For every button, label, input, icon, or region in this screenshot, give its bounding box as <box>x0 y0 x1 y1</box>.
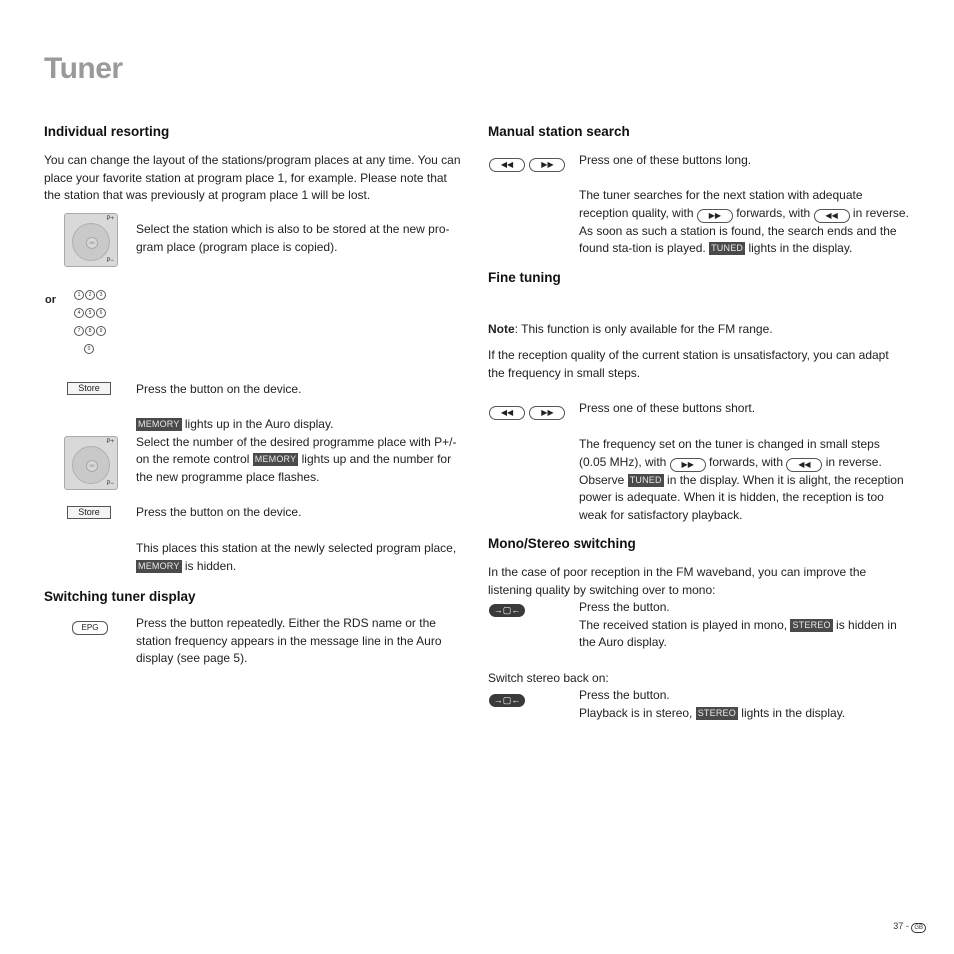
press-short-text: Press one of these buttons short. <box>579 401 756 415</box>
p-minus-icon: P− <box>106 258 114 264</box>
heading-fine-tuning: Fine tuning <box>488 270 561 285</box>
fine-text-2: forwards, with <box>709 454 784 469</box>
flash-text: lights up and the number for the new programme place flashes. <box>136 452 452 484</box>
heading-switching-tuner-display: Switching tuner display <box>44 589 196 604</box>
forward-icon: ▶▶ <box>529 158 565 172</box>
mono-press-text: Press the button. <box>579 600 670 614</box>
press-long-text: Press one of these buttons long. <box>579 153 752 167</box>
switch-stereo-back: Switch stereo back on: <box>488 671 609 685</box>
rewind-icon: ◀◀ <box>814 209 850 223</box>
rewind-icon: ◀◀ <box>489 406 525 420</box>
ok-button-icon: OK <box>86 460 98 472</box>
tuned-badge: TUNED <box>629 474 662 485</box>
rewind-icon: ◀◀ <box>786 458 822 472</box>
p-plus-icon: P+ <box>106 439 114 445</box>
stereo-text-2: lights in the display. <box>741 705 846 720</box>
individual-intro: You can change the layout of the stations/program places at any time. You can place your favorite station at program place 1, for example. Please note that the station that was previously at program place 1 will be lost. <box>44 153 461 202</box>
hidden-text: is hidden. <box>184 558 237 573</box>
step-select-station: Select the station which is also to be stored at the new pro-gram place (program place is copied). <box>136 222 450 254</box>
numpad-icon <box>74 283 110 355</box>
page-number <box>893 921 926 933</box>
stereo-press-text: Press the button. <box>579 688 670 702</box>
mono-text-1: The received station is played in mono, <box>579 617 788 632</box>
manual-text-4: lights in the display. <box>748 241 853 255</box>
mono-stereo-button-icon: →▢← <box>489 604 525 617</box>
mono-text-2: is hidden in the Auro display. <box>579 617 897 649</box>
fine-text-5: in the display. When it is alight, the reception power is adequate. When it is hidden, the reception is too weak for satisfactory playback. <box>579 472 904 522</box>
store-button-icon: Store <box>67 382 111 395</box>
heading-manual-station-search: Manual station search <box>488 124 630 139</box>
gb-badge: GB <box>911 923 926 933</box>
manual-text-1: The tuner searches for the next station with adequate reception quality, with <box>579 188 863 220</box>
epg-button-icon: EPG <box>72 621 108 635</box>
fine-text-3: in reverse. <box>825 454 882 469</box>
places-text: This places this station at the newly selected program place, <box>136 541 457 555</box>
rewind-icon: ◀◀ <box>489 158 525 172</box>
numpad-row: 1 2 3 <box>74 283 110 301</box>
fine-text-1: The frequency set on the tuner is changed in small steps (0.05 MHz), with <box>579 437 880 469</box>
store-button-icon: Store <box>67 506 111 519</box>
fine-note <box>488 321 773 339</box>
switching-text: Press the button repeatedly. Either the RDS name or the station frequency appears in the message line in the Auro display (see page 5). <box>136 616 442 665</box>
fine-text-4: Observe <box>579 472 625 487</box>
remote-ring <box>72 223 110 261</box>
forward-icon: ▶▶ <box>697 209 733 223</box>
tuned-badge: TUNED <box>711 243 744 253</box>
mono-stereo-button-icon: →▢← <box>489 694 525 707</box>
page-title: Tuner <box>44 52 123 85</box>
forward-icon: ▶▶ <box>529 406 565 420</box>
fine-intro: If the reception quality of the current station is unsatisfactory, you can adapt the frequency in small steps. <box>488 348 889 380</box>
note-text: : This function is only available for the FM range. <box>514 322 773 336</box>
memory-badge: MEMORY <box>138 560 180 571</box>
stereo-badge: STEREO <box>792 619 831 630</box>
stereo-text-1: Playback is in stereo, <box>579 705 693 720</box>
fine-description <box>579 436 909 524</box>
numpad-row: 7 8 9 <box>74 319 110 337</box>
mono-steps <box>579 599 914 652</box>
mono-intro: In the case of poor reception in the FM waveband, you can improve the listening quality by switching over to mono: <box>488 565 867 597</box>
stereo-badge: STEREO <box>697 707 736 718</box>
numpad-row: 0 <box>74 337 110 355</box>
step-press-store: Press the button on the device. <box>136 382 302 396</box>
or-label: or <box>45 294 56 306</box>
memory-lights-text: lights up in the Auro display. <box>184 417 334 431</box>
memory-badge: MEMORY <box>254 454 297 464</box>
step-places-station <box>136 540 466 575</box>
remote-control-image <box>64 213 118 267</box>
manual-text-3: in reverse. As soon as such a station is found, the search ends and the found sta-tion is played. <box>579 205 909 255</box>
manual-text-2: forwards, with <box>736 205 811 220</box>
heading-mono-stereo: Mono/Stereo switching <box>488 536 636 551</box>
ok-button-icon: OK <box>86 237 98 249</box>
stereo-steps <box>579 687 914 722</box>
page-number-value: 37 <box>893 921 904 931</box>
numpad-row: 4 5 6 <box>74 301 110 319</box>
select-number-text: Select the number of the desired programme place with P+/- on the remote control <box>136 434 457 466</box>
step-buttons <box>489 401 565 420</box>
manual-search-description <box>579 187 909 258</box>
remote-ring <box>72 446 110 484</box>
p-plus-icon: P+ <box>106 216 114 222</box>
forward-icon: ▶▶ <box>670 458 706 472</box>
note-label: Note <box>488 322 515 336</box>
memory-badge: MEMORY <box>138 419 180 429</box>
dash-glyph: - <box>905 921 909 931</box>
seek-buttons <box>489 153 565 172</box>
p-minus-icon: P− <box>106 481 114 487</box>
step-memory-block <box>136 416 466 486</box>
heading-individual-resorting: Individual resorting <box>44 124 170 139</box>
remote-control-image <box>64 436 118 490</box>
step-press-store-2: Press the button on the device. <box>136 505 302 519</box>
